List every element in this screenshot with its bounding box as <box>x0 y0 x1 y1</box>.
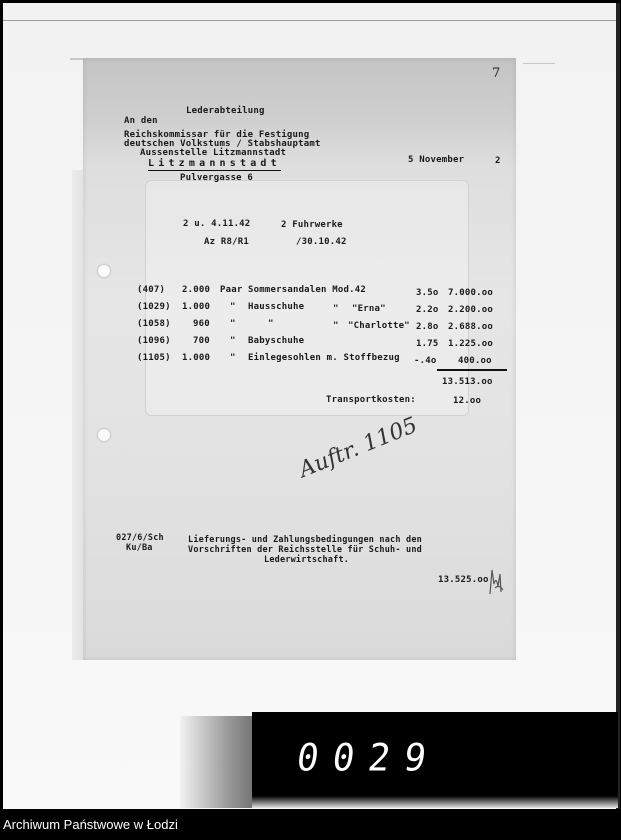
item-description: Einlegesohlen m. Stoffbezug <box>248 353 400 363</box>
item-total: 400.oo <box>458 356 492 366</box>
sheet-edge-right <box>523 63 555 64</box>
recipient-line2: deutschen Volkstums / Stabshauptamt <box>124 139 321 149</box>
item-unit: Paar <box>220 285 243 295</box>
document-date-suffix: 2 <box>495 156 501 166</box>
recipient-street: Pulvergasse 6 <box>180 173 254 183</box>
item-price: 2.8o <box>416 322 439 332</box>
item-qty: 1.000 <box>182 353 211 363</box>
punch-hole-icon <box>98 429 110 441</box>
archive-footer <box>0 812 621 840</box>
item-unit: " <box>230 302 236 312</box>
terms-line2: Vorschriften der Reichsstelle für Schuh- und <box>188 545 422 555</box>
item-total: 7.000.oo <box>448 288 493 298</box>
terms-line1: Lieferungs- und Zahlungsbedingungen nach den <box>188 535 422 545</box>
file-reference-1: 027/6/Sch <box>116 533 164 543</box>
handwritten-page-number: 7 <box>492 66 501 81</box>
document-date: 5 November <box>408 155 465 165</box>
item-order: (1029) <box>137 302 171 312</box>
reference-az: Az R8/R1 <box>204 237 249 247</box>
item-price: 2.2o <box>416 305 439 315</box>
item-qty: 1.000 <box>182 302 211 312</box>
item-price: 3.5o <box>416 288 439 298</box>
item-qty: 700 <box>193 336 210 346</box>
item-unit: " <box>230 319 236 329</box>
item-description: Hausschuhe <box>248 302 305 312</box>
recipient-line3: Aussenstelle Litzmannstadt <box>140 148 287 158</box>
counter-shadow <box>180 716 260 808</box>
reference-vehicles: 2 Fuhrwerke <box>281 220 343 230</box>
item-model: "Erna" <box>352 304 386 314</box>
transport-label: Transportkosten: <box>326 395 416 405</box>
item-total: 2.200.oo <box>448 305 493 315</box>
subtotal: 13.513.oo <box>442 377 493 387</box>
recipient-line1: Reichskommissar für die Festigung <box>124 130 310 140</box>
item-model-mark: " <box>333 321 339 331</box>
file-reference-2: Ku/Ba <box>126 543 153 553</box>
frame-top-line <box>3 20 616 21</box>
transport-cost: 12.oo <box>453 396 482 406</box>
handwritten-note: Auftr. 1105 <box>295 412 422 483</box>
item-order: (1058) <box>137 319 171 329</box>
item-order: (407) <box>137 285 166 295</box>
punch-hole-icon <box>98 265 110 277</box>
grand-total: 13.525.oo <box>438 575 489 585</box>
stamp-area <box>145 180 469 416</box>
signature-icon <box>486 566 506 596</box>
department: Lederabteilung <box>186 106 265 116</box>
recipient-city: Litzmannstadt <box>148 158 281 169</box>
frame-counter-digits: 0029 <box>293 736 443 781</box>
item-model-mark: " <box>333 304 339 314</box>
item-description: Sommersandalen Mod.42 <box>248 285 366 295</box>
recipient-salutation: An den <box>124 116 158 126</box>
item-order: (1096) <box>137 336 171 346</box>
counter-glow <box>252 796 618 808</box>
item-model: "Charlotte" <box>348 321 410 331</box>
terms-line3: Lederwirtschaft. <box>264 555 350 565</box>
item-unit: " <box>230 336 236 346</box>
archive-name: Archiwum Państwowe w Łodzi <box>3 817 178 832</box>
item-unit: " <box>230 353 236 363</box>
reference-date: 2 u. 4.11.42 <box>183 219 251 229</box>
item-total: 2.688.oo <box>448 322 493 332</box>
item-qty: 960 <box>193 319 210 329</box>
item-price: 1.75 <box>416 339 439 349</box>
item-order: (1105) <box>137 353 171 363</box>
item-description: " <box>268 319 274 329</box>
item-price: -.4o <box>414 356 437 366</box>
total-underline <box>437 369 507 371</box>
item-qty: 2.000 <box>182 285 211 295</box>
reference-ref-date: /30.10.42 <box>296 237 347 247</box>
item-total: 1.225.oo <box>448 339 493 349</box>
item-description: Babyschuhe <box>248 336 305 346</box>
